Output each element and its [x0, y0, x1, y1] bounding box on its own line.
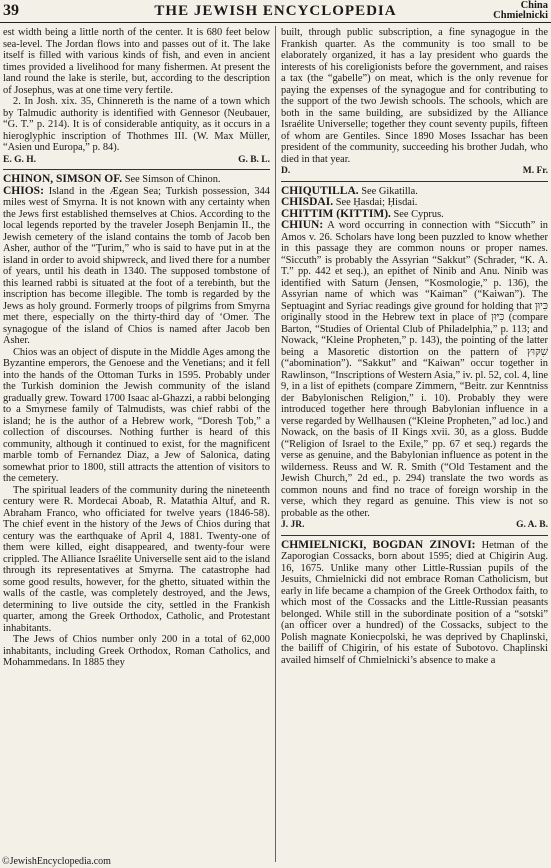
paragraph-text: Island in the Ægean Sea; Turkish possession, 344 miles west of Smyrna. It is not known with any certainty when the Jews first established themselves at Chios. According to the local legends reported by the traveler Joseph Benjamin II., the Jewish cemetery of the island contains the tomb of Jacob ben Asher, author of the “Ṭurim,” who is said to have put in at the island in order to avoid shipwreck, and lived there for a number of years, until his death in 1340. The supposed tombstone of this learned rabbi is situated at the foot of a terebinth, but the inscription has become illegible. The tomb is regarded by the Jews as holy ground. Formerly troops of pilgrims from Smyrna met there, especially on the thirty-third day of ‘Omer. The synagogue of the island of Chios is named after Jacob ben Asher. [3, 185, 270, 346]
running-head-right [493, 1, 548, 21]
running-title: THE JEWISH ENCYCLOPEDIA [154, 3, 397, 19]
entry-chiun [281, 220, 548, 519]
entry-chios [3, 186, 270, 347]
entry-heading: CHIUN: [281, 219, 324, 231]
cross-reference[interactable]: See Simson of Chinon. [124, 174, 221, 185]
signature-author: G. A. B. [516, 520, 548, 530]
entry-rule [281, 535, 548, 536]
entry-rule [3, 169, 270, 170]
entry-heading: CHITTIM (KITTIM). [281, 207, 391, 220]
signature-author: G. B. L. [238, 154, 270, 165]
entry-heading: CHMIELNICKI, BOGDAN ZINOVI: [281, 538, 476, 551]
entry-heading: CHIOS: [3, 184, 44, 197]
paragraph: est width being a little north of the center. It is 680 feet below sea-level. The Jordan flows into and passes out of it. The lake itself is filled with various kinds of fish, and even in ancient times provided a livelihood for many fishermen. At present the land round the lake is sterile, but, according to the description of Josephus, was at one time very fertile. [3, 27, 270, 96]
signature-initials: D. [281, 166, 291, 176]
paragraph-text: A word occurring in connection with “Siccuth” in Amos v. 26. Scholars have long been puzzled to know whether in this passage they are common nouns or proper names. “Siccuth” is probably the Assyrian “Sakkut” (Schrader, “K. A. T.” pp. 442 et seq.), an epithet of Ninib and Anu. Ninib was identified with Saturn (Jensen, “Kosmologie,” p. 136), the Assyrian name of which was “Kaiman” (“Kaiwan”). The Septuagint and Syriac readings give ground for holding that כִּיוּן originally stood in the Hebrew text in place of כִּיּוּן (compare Barton, “Studies of Oriental Club of Philadelphia,” p. 113; and Nowack, “Kleine Propheten,” p. 143), the pointing of the latter being a Masoretic distortion on the pattern of שִׁקּוּץ (“abomination”). “Sakkut” and “Kaiwan” occur together in Rawlinson, “Inscriptions of Western Asia,” iv. pl. 52, col. 4, line 9, in a list of epithets (compare Zimmern, “Beitr. zur Kenntniss der Babylonischen Religion,” i. 10). Probably they were introduced together here through Babylonian influence in a verse regarded by Wellhausen (“Kleine Propheten,” ad loc.) and Nowack, on the basis of II Kings xvii. 30, as a gloss. Budde (“Religion of Israel to the Exile,” pp. 67 et seq.) regards the verse as genuine, and the Babylonian influence as potent in the wilderness. Reuss and W. R. Smith (“Old Testament and the Jewish Church,” 2d ed., p. 294) translate the two words as common nouns and find no trace of foreign worship in the verse, which they regard as genuine. This view is not so probable as the other. [281, 220, 549, 519]
page-number: 39 [3, 2, 19, 19]
entry-heading: CHISDAI. [281, 196, 334, 208]
paragraph: Chios was an object of dispute in the Middle Ages among the Byzantine emperors, the Genoese and the Venetians; and it fell into the hands of the Ottoman Turks in 1595. Probably under the Turkish dominion the Jewish community of the island gradually grew. Toward 1700 Isaac al-Ghazzi, a rabbi belonging to a Smyrnese family of Talmudists, was chief rabbi of the island; he is the author of a Hebrew work, “Doresh Ṭob,” a collection of discourses. Nothing further is heard of this community, although it continued to exist, for the magnificent marble tomb of Fernandez Diaz, a Jew of Salonica, dating somewhat prior to 1800, still attracts the attention of visitors to the cemetery. [3, 346, 270, 484]
cross-reference[interactable]: See Gikatilla. [361, 185, 418, 197]
signature-initials: J. JR. [281, 520, 305, 530]
signature-line [3, 155, 270, 167]
signature-line [281, 520, 548, 532]
entry-heading: CHINON, SIMSON OF. [3, 173, 123, 185]
running-head-line-2: Chmielnicki [493, 10, 548, 21]
right-column [281, 27, 548, 666]
entry-chmielnicki [281, 540, 548, 667]
paragraph: The Jews of Chios number only 200 in a total of 62,000 inhabitants, including Greek Orthodox, Roman Catholics, and Mohammedans. In 1885 they [3, 634, 270, 668]
running-head-line-1: China [520, 0, 548, 11]
entry-heading: CHIQUTILLA. [281, 184, 359, 197]
page-header [0, 0, 551, 22]
header-rule [0, 22, 551, 23]
cross-reference[interactable]: See Ḥasdai; Ḥisdai. [335, 197, 418, 208]
signature-author: M. Fr. [522, 166, 548, 176]
paragraph-text: Hetman of the Zaporogian Cossacks, born about 1595; died at Chigirin Aug. 16, 1675. Unlike many other Little-Russian pupils of the Jesuits, Chmielnicki did not embrace Roman Catholicism, but early in life became a champion of the Greek Orthodox faith, to which most of the Cossacks and the Little-Russian peasants belonged. While still in the subordinate position of a “sotski” (an officer over a hundred) of the Cossacks, subject to the Polish magnate Koniecpolski, he was deprived by Chaplinski, the bailiff of Chigirin, of his estate of Subotovo. Chaplinski availed himself of Chmielnicki’s absence to make a [281, 539, 548, 666]
paragraph: built, through public subscription, a fine synagogue in the Frankish quarter. As the community is too small to be elaborately organized, it has a lay president who guards the interests of his coreligionists before the government, and raises a tax (the “gabelle”) on meat, which is the only revenue for paying the expenses of the synagogue and for contributing to the support of the two Jewish schools. The schools, which are both in the same building, are subsidized by the Alliance Israélite Universelle; together they count seventy pupils, fifteen of whom are Gentiles. Since 1890 Moses Issachar has been president of the community, succeeding his brother Judah, who died in that year. [281, 27, 548, 165]
signature-line [281, 166, 548, 178]
column-divider [275, 26, 276, 862]
cross-reference[interactable]: See Cyprus. [393, 208, 444, 220]
entry-rule [281, 181, 548, 182]
paragraph: The spiritual leaders of the community during the nineteenth century were R. Mordecai Aboab, R. Matathia Altuf, and R. Abraham Franco, who officiated for twelve years (1846-58). The chief event in the history of the Jews of Chios during that century was the earthquake of April 4, 1881. Twenty-one of them were killed, eight disappeared, and twenty-four were crippled. The Alliance Israélite Universelle sent aid to the island through its representatives at Smyrna. The catastrophe had some good results, however, for the ghetto, situated within the walls of the castle, was completely destroyed, and the Jews, determining to live outside the city, settled in the Frankish quarter, among the Greek Orthodox, Catholic, and Protestant inhabitants. [3, 484, 270, 634]
signature-initials: E. G. H. [3, 154, 36, 165]
site-credit[interactable]: ©JewishEncyclopedia.com [2, 856, 111, 867]
left-column [3, 27, 270, 669]
paragraph: 2. In Josh. xix. 35, Chinnereth is the name of a town which by Talmudic authority is identified with Gennesor (Neubauer, “G. T.” p. 214). It is of considerable antiquity, as it occurs in a hieroglyphic inscription of Thothmes III. (W. Max Müller, “Asien und Europa,” p. 84). [3, 96, 270, 153]
